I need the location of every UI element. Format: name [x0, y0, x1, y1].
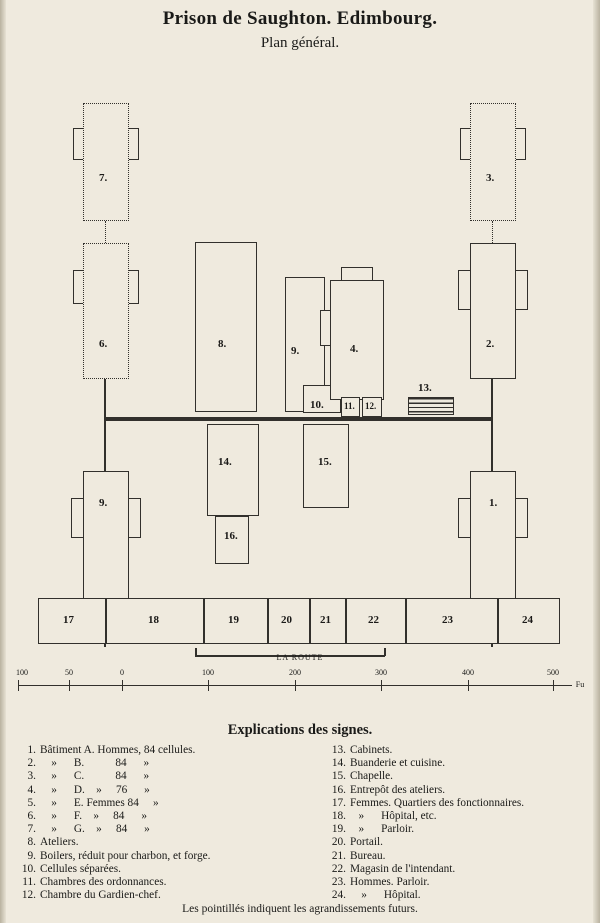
scale-label: 400 [462, 668, 474, 677]
building-7-label: 7. [99, 172, 108, 184]
building-17-label: 17 [63, 614, 74, 626]
building-6-label: 6. [99, 338, 108, 350]
legend-number: 16. [331, 783, 346, 796]
wing-notch-7-left [73, 128, 83, 160]
building-3-label: 3. [486, 172, 495, 184]
legend-column-right [324, 744, 594, 902]
legend-text: Chapelle. [350, 770, 393, 783]
legend-item [324, 889, 594, 902]
legend-number: 12. [21, 889, 36, 902]
legend-number: 18. [331, 809, 346, 822]
legend-number: 9. [27, 849, 36, 862]
legend-item [324, 744, 594, 757]
legend-text: » E. Femmes 84 » [40, 796, 159, 809]
legend-number: 2. [27, 757, 36, 770]
building-16-label: 16. [224, 530, 238, 542]
legend-number: 5. [27, 796, 36, 809]
legend-text: » D. » 76 » [40, 783, 150, 796]
building-4-wing-left [320, 310, 330, 346]
connector-7-6 [105, 221, 106, 245]
building-10-label: 10. [310, 399, 324, 411]
scale-tick [122, 680, 123, 691]
legend-number: 4. [27, 783, 36, 796]
connector-2-1 [491, 379, 493, 473]
building-4-top-cap [341, 267, 373, 281]
page-title: Prison de Saughton. Edimbourg. [162, 8, 438, 29]
building-14-block [207, 424, 259, 516]
legend-text: » G. » 84 » [40, 823, 150, 836]
building-2-block [470, 243, 516, 379]
legend-number: 1. [27, 744, 36, 756]
building-21-label: 21 [320, 614, 331, 626]
legend-text: Hommes. Parloir. [350, 875, 430, 888]
wing-notch-7-right [129, 128, 139, 160]
legend-text: » B. 84 » [40, 757, 150, 770]
legend-text: Ateliers. [40, 836, 79, 849]
scale-tick [468, 680, 469, 691]
legend-number: 21. [331, 849, 346, 862]
scale-label: 300 [375, 668, 387, 677]
building-5-block [83, 471, 129, 599]
legend-item [14, 823, 314, 836]
scale-label: 100 [202, 668, 214, 677]
legend-item [14, 850, 314, 863]
scale-tick [69, 680, 70, 691]
scale-tick [381, 680, 382, 691]
building-1-label: 1. [489, 497, 498, 509]
legend-number: 23. [331, 875, 346, 888]
legend-item [324, 863, 594, 876]
scale-unit-label: Fu [575, 680, 585, 689]
legend-number: 7. [27, 823, 36, 836]
wing-notch-5-left [71, 498, 83, 538]
legend-text: » Parloir. [350, 823, 415, 836]
legend-number: 8. [27, 836, 36, 849]
footer-note: Les pointillés indiquent les agrandissements futurs. [182, 903, 418, 915]
wing-notch-5-right [129, 498, 141, 538]
legend-item [324, 757, 594, 770]
wing-notch-2-left [458, 270, 470, 310]
building-23-label: 23 [442, 614, 453, 626]
building-22-label: 22 [368, 614, 379, 626]
scale-label: 100 [16, 668, 28, 677]
page-subtitle: Plan général. [260, 35, 340, 51]
legend-text: Boilers, réduit pour charbon, et forge. [40, 849, 211, 862]
legend-text: Chambre du Gardien-chef. [40, 889, 161, 902]
legend-heading: Explications des signes. [227, 722, 373, 738]
legend-item [14, 797, 314, 810]
legend-text: Chambres des ordonnances. [40, 875, 167, 888]
building-8-block [195, 242, 257, 412]
legend-text: Femmes. Quartiers des fonctionnaires. [350, 796, 525, 809]
building-2-label: 2. [486, 338, 495, 350]
legend-text: Buanderie et cuisine. [350, 757, 446, 770]
building-24-label: 24 [522, 614, 533, 626]
legend-text: Magasin de l'intendant. [350, 862, 456, 875]
scale-tick [18, 680, 19, 691]
legend-number: 24. [331, 889, 346, 902]
legend-number: 10. [21, 862, 36, 875]
legend-text: » F. » 84 » [40, 809, 148, 822]
building-5-label: 9. [99, 497, 108, 509]
connector-6-5 [104, 379, 106, 473]
legend-text: Bâtiment A. Hommes, 84 cellules. [40, 744, 196, 756]
legend-number: 14. [331, 757, 346, 770]
legend-item [14, 770, 314, 783]
legend-item [14, 876, 314, 889]
building-14-label: 14. [218, 456, 232, 468]
building-8-label: 8. [218, 338, 227, 350]
legend-number: 17. [331, 796, 346, 809]
legend-text: Portail. [350, 836, 383, 849]
scale-label: 500 [547, 668, 559, 677]
legend-number: 6. [27, 809, 36, 822]
legend-item [14, 836, 314, 849]
scale-tick [553, 680, 554, 691]
legend-item [324, 823, 594, 836]
building-15-label: 15. [318, 456, 332, 468]
building-12-label: 12. [365, 401, 377, 411]
legend-text: Cabinets. [350, 744, 393, 756]
legend-text: » Hôpital, etc. [350, 809, 437, 822]
building-18-label: 18 [148, 614, 159, 626]
building-20-label: 20 [281, 614, 292, 626]
legend-item [324, 876, 594, 889]
building-4-label: 4. [350, 343, 359, 355]
wing-notch-1-right [516, 498, 528, 538]
wing-notch-3-right [516, 128, 526, 160]
legend-item [14, 757, 314, 770]
building-19-label: 19 [228, 614, 239, 626]
legend-item [324, 836, 594, 849]
legend-number: 11. [22, 875, 36, 888]
legend-text: Entrepôt des ateliers. [350, 783, 446, 796]
road-label: LA ROUTE [276, 653, 324, 662]
building-4-block [330, 280, 384, 400]
legend-item [14, 810, 314, 823]
wing-notch-2-right [516, 270, 528, 310]
wing-notch-3-left [460, 128, 470, 160]
building-13-label: 13. [418, 382, 432, 394]
wing-notch-6-left [73, 270, 83, 304]
legend-number: 20. [331, 836, 346, 849]
legend-number: 3. [27, 770, 36, 783]
legend-text: » Hôpital. [350, 889, 421, 902]
legend-item [324, 850, 594, 863]
legend-number: 22. [331, 862, 346, 875]
legend-text: Bureau. [350, 849, 386, 862]
scale-bar [16, 668, 585, 698]
legend-item [324, 770, 594, 783]
legend-item [14, 784, 314, 797]
main-corridor [104, 417, 493, 421]
legend-item [324, 810, 594, 823]
prison-plan-drawing [0, 60, 600, 680]
building-9-label: 9. [291, 345, 300, 357]
legend-item [14, 889, 314, 902]
wing-notch-6-right [129, 270, 139, 304]
legend-number: 13. [331, 744, 346, 756]
building-3-block [470, 103, 516, 221]
legend-item [324, 784, 594, 797]
building-13-bars [408, 397, 454, 415]
scale-label: 0 [120, 668, 124, 677]
scale-label: 200 [289, 668, 301, 677]
legend-item [14, 863, 314, 876]
building-6-block [83, 243, 129, 379]
legend-item [14, 744, 314, 757]
building-1-block [470, 471, 516, 599]
legend-text: » C. 84 » [40, 770, 150, 783]
wing-notch-1-left [458, 498, 470, 538]
legend-column-left [14, 744, 314, 902]
legend-number: 19. [331, 823, 346, 836]
building-11-label: 11. [344, 401, 355, 411]
legend-text: Cellules séparées. [40, 862, 121, 875]
scale-tick [208, 680, 209, 691]
scale-tick [295, 680, 296, 691]
legend-number: 15. [331, 770, 346, 783]
connector-3-2 [492, 221, 493, 245]
building-7-block [83, 103, 129, 221]
legend-item [324, 797, 594, 810]
scale-label: 50 [65, 668, 73, 677]
